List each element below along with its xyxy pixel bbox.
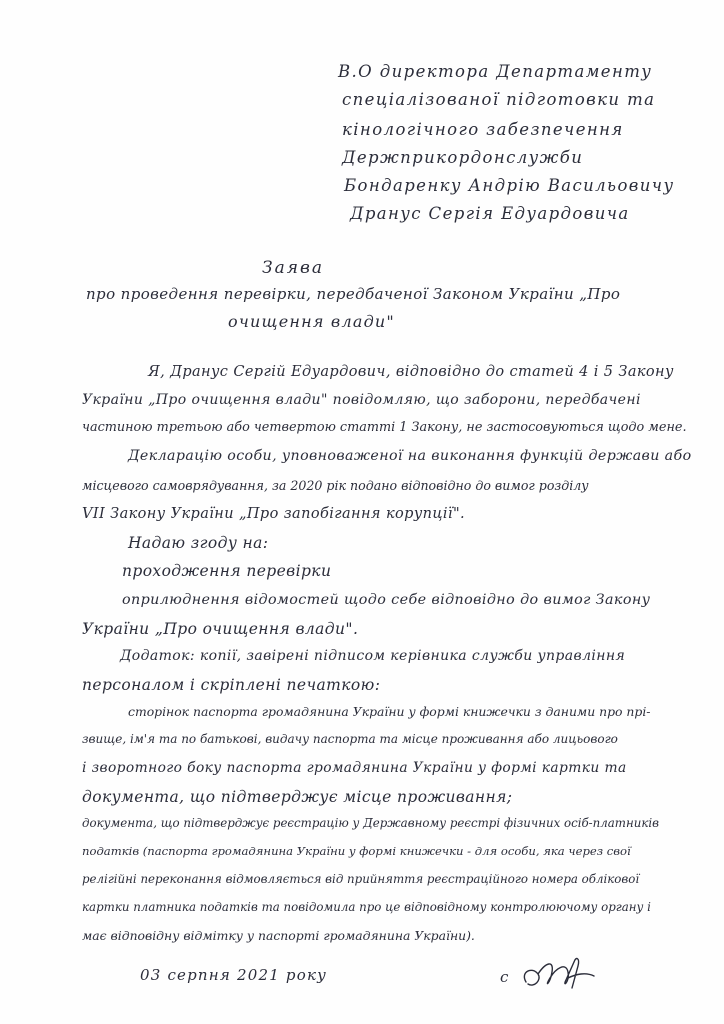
body-p5-line-1: сторінок паспорта громадянина України у формі книжечки з даними про прі-: [128, 704, 651, 719]
signature-prefix: с: [500, 968, 509, 986]
addressee-line-6: Дранус Сергія Едуардовича: [350, 204, 630, 223]
body-p3-line-1: Надаю згоду на:: [128, 534, 269, 552]
signature-icon: [510, 948, 600, 998]
body-p5-line-4: документа, що підтверджує місце проживання;: [82, 788, 513, 806]
body-p6-line-3: релігійні переконання відмовляється від прийняття реєстраційного номера облікової: [82, 872, 640, 886]
document-title: Заява: [262, 258, 325, 278]
body-p2-line-3: VII Закону України „Про запобігання корупції".: [82, 506, 466, 522]
body-p2-line-2: місцевого самоврядування, за 2020 рік подано відповідно до вимог розділу: [82, 478, 589, 493]
body-p6-line-5: має відповідну відмітку у паспорті громадянина України).: [82, 928, 475, 943]
body-p1-line-3: частиною третьою або четвертою статті 1 Закону, не застосовуються щодо мене.: [82, 420, 687, 435]
body-p1-line-1: Я, Дранус Сергій Едуардович, відповідно до статей 4 і 5 Закону: [148, 364, 674, 380]
body-p6-line-2: податків (паспорта громадянина України у формі книжечки - для особи, яка через свої: [82, 844, 631, 858]
body-p6-line-1: документа, що підтверджує реєстрацію у Державному реєстрі фізичних осіб-платників: [82, 816, 660, 830]
body-p3-line-4: України „Про очищення влади".: [82, 620, 359, 638]
addressee-line-2: спеціалізованої підготовки та: [342, 90, 656, 109]
body-p3-line-3: оприлюднення відомостей щодо себе відповідно до вимог Закону: [122, 592, 651, 608]
body-p4-line-2: персоналом і скріплені печаткою:: [82, 676, 381, 694]
document-subtitle-line-1: про проведення перевірки, передбаченої Законом України „Про: [86, 285, 621, 303]
body-p3-line-2: проходження перевірки: [122, 562, 332, 580]
addressee-line-5: Бондаренку Андрію Васильовичу: [344, 176, 675, 195]
body-p5-line-3: і зворотного боку паспорта громадянина України у формі картки та: [82, 760, 627, 776]
body-p2-line-1: Декларацію особи, уповноваженої на виконання функцій держави або: [128, 448, 692, 464]
addressee-line-4: Держприкордонслужби: [342, 148, 584, 167]
body-p1-line-2: України „Про очищення влади" повідомляю, що заборони, передбачені: [82, 392, 641, 408]
body-p5-line-2: звище, ім'я та по батькові, видачу паспорта та місце проживання або лицьового: [82, 732, 618, 746]
addressee-line-3: кінологічного забезпечення: [342, 120, 624, 139]
document-subtitle-line-2: очищення влади": [228, 312, 395, 331]
document-date: 03 серпня 2021 року: [140, 966, 328, 984]
body-p6-line-4: картки платника податків та повідомила про це відповідному контролюючому органу і: [82, 900, 651, 914]
body-p4-line-1: Додаток: копії, завірені підписом керівника служби управління: [120, 648, 626, 664]
addressee-line-1: В.О директора Департаменту: [338, 62, 653, 81]
